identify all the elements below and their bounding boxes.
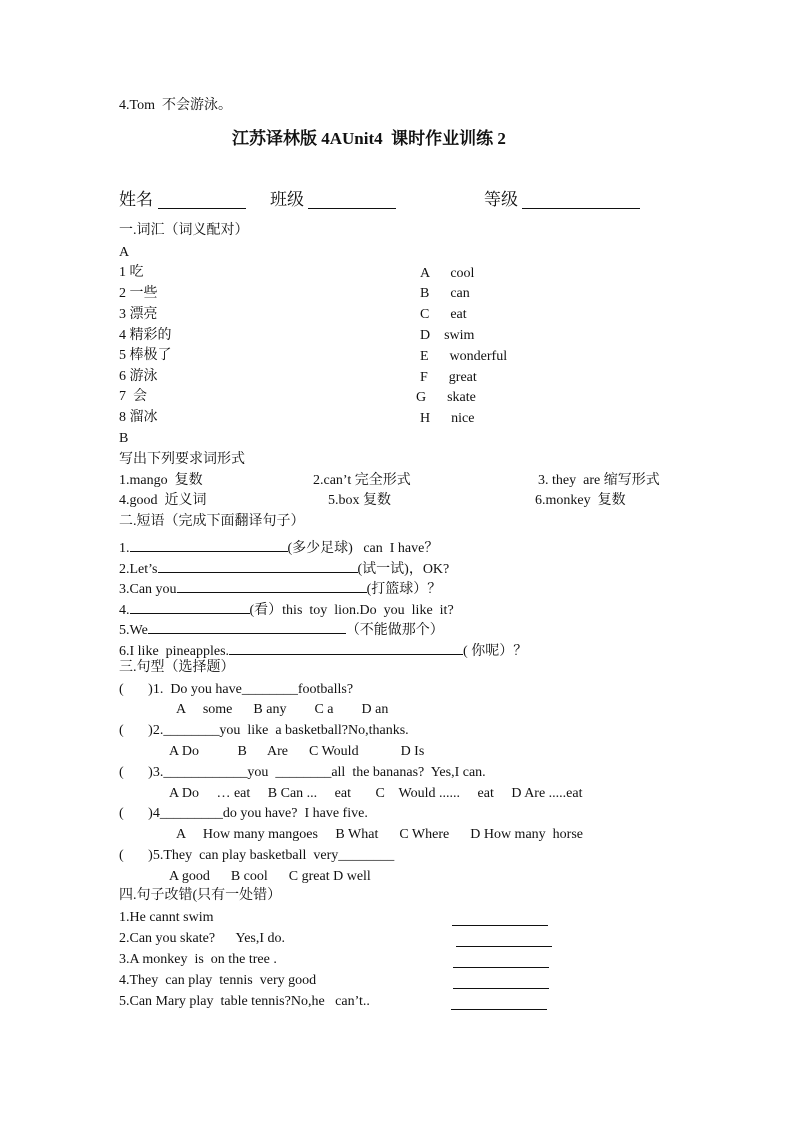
choice-q4: ( )4_________do you have? I have five. [119,806,368,821]
correction-item-5: 5.Can Mary play table tennis?No,he can’t.. [119,994,370,1009]
choice-q2: ( )2.________you like a basketball?No,thanks. [119,723,409,738]
answer-blank[interactable] [177,578,367,593]
correction-blank-3[interactable] [453,967,549,968]
match-right-b: B can [420,286,470,301]
choice-q4-options: A How many mangoes B What C Where D How many horse [176,827,583,842]
match-left-4: 4 精彩的 [119,328,172,343]
choice-q3-options: A Do … eat B Can ... eat C Would ...... eat D Are .....eat [169,786,583,801]
match-right-e: E wonderful [420,349,508,364]
part-a-label: A [119,245,130,260]
choice-q5: ( )5.They can play basketball very________ [119,848,395,863]
word-form-3: 3. they are 缩写形式 [538,473,660,488]
match-right-c: C eat [420,307,467,322]
part-b-label: B [119,431,129,446]
answer-blank[interactable] [130,537,288,552]
phrase-q1: 1. (多少足球) can I have？ [119,537,438,556]
class-label: 班级 [270,190,304,209]
correction-item-4: 4.They can play tennis very good [119,973,317,988]
correction-blank-5[interactable] [451,1009,547,1010]
phrase-q4: 4. (看）this toy lion.Do you like it? [119,599,454,618]
word-form-1: 1.mango 复数 [119,473,203,488]
match-right-g: G skate [416,390,476,405]
top-note: 4.Tom 不会游泳。 [119,98,232,113]
match-left-2: 2 一些 [119,286,158,301]
choice-q1-options: A some B any C a D an [176,702,389,717]
name-field[interactable] [158,208,246,209]
section3-heading: 三.句型（选择题） [119,660,235,675]
answer-blank[interactable] [148,619,346,634]
choice-q3: ( )3.____________you ________all the bananas? Yes,I can. [119,765,486,780]
class-field[interactable] [308,208,396,209]
grade-label: 等级 [484,190,518,209]
section4-heading: 四.句子改错(只有一处错） [119,888,282,903]
phrase-q2: 2.Let’s (试一试)，OK? [119,558,449,577]
word-form-5: 5.box 复数 [328,493,391,508]
match-left-8: 8 溜冰 [119,410,158,425]
match-left-5: 5 棒极了 [119,348,172,363]
match-left-6: 6 游泳 [119,369,158,384]
correction-blank-1[interactable] [452,925,548,926]
name-label: 姓名 [119,190,153,209]
choice-q1: ( )1. Do you have________footballs? [119,682,354,697]
choice-q2-options: A Do B Are C Would D Is [169,744,425,759]
word-form-6: 6.monkey 复数 [535,493,626,508]
match-right-a: A cool [420,266,475,281]
match-right-h: H nice [420,411,475,426]
answer-blank[interactable] [158,558,358,573]
section1-heading: 一.词汇（词义配对） [119,223,249,238]
page-title: 江苏译林版 4AUnit4 课时作业训练 2 [232,129,506,148]
match-right-d: D swim [420,328,475,343]
correction-item-1: 1.He cannt swim [119,910,214,925]
match-left-7: 7 会 [119,389,147,404]
correction-blank-2[interactable] [456,946,552,947]
correction-blank-4[interactable] [453,988,549,989]
correction-item-2: 2.Can you skate? Yes,I do. [119,931,286,946]
grade-field[interactable] [522,208,640,209]
word-form-4: 4.good 近义词 [119,493,207,508]
part-b-instruction: 写出下列要求词形式 [119,452,245,467]
phrase-q5: 5.We （不能做那个） [119,619,444,638]
correction-item-3: 3.A monkey is on the tree . [119,952,277,967]
phrase-q6: 6.I like pineapples. ( 你呢）？ [119,640,527,659]
section2-heading: 二.短语（完成下面翻译句子） [119,514,305,529]
match-left-1: 1 吃 [119,265,144,280]
choice-q5-options: A good B cool C great D well [169,869,371,884]
match-left-3: 3 漂亮 [119,307,158,322]
answer-blank[interactable] [130,599,250,614]
phrase-q3: 3.Can you (打篮球）？ [119,578,441,597]
answer-blank[interactable] [229,640,463,655]
match-right-f: F great [420,370,477,385]
word-form-2: 2.can’t 完全形式 [313,473,411,488]
